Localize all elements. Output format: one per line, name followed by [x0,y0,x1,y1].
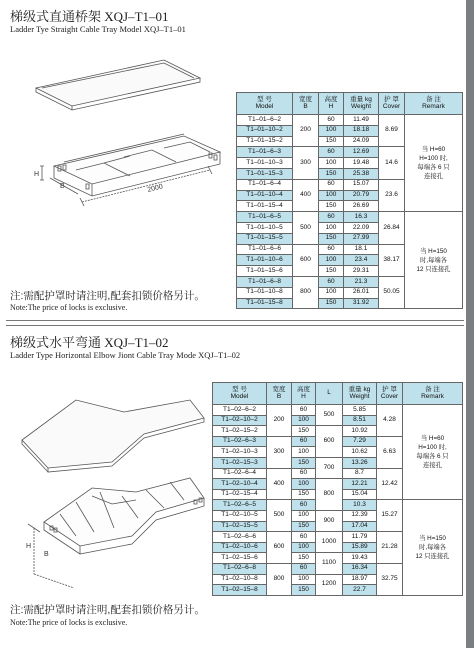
height-cell: 60 [319,147,344,158]
height-cell: 150 [319,168,344,179]
header-width: 宽度 B [293,93,319,115]
weight-cell: 5.85 [343,405,377,416]
weight-cell: 21.3 [344,276,379,287]
weight-cell: 17.04 [343,521,377,532]
model-cell: T1–02–6–5 [213,500,267,511]
weight-cell: 8.7 [343,468,377,479]
width-cell: 400 [293,179,319,211]
height-cell: 100 [292,542,316,553]
height-cell: 150 [319,298,344,309]
height-cell: 150 [292,521,316,532]
height-cell: 150 [292,585,316,596]
model-cell: T1–02–15–2 [213,426,267,437]
dim-h-label: H [34,171,40,178]
table-row [237,115,463,126]
model-cell: T1–01–10–4 [237,190,293,201]
remark-cell [403,405,463,500]
weight-cell: 23.4 [344,255,379,266]
width-cell: 400 [267,468,292,500]
weight-cell: 29.31 [344,266,379,277]
cover-cell: 32.75 [377,563,403,595]
model-cell: T1–01–10–3 [237,158,293,169]
weight-cell: 11.79 [343,532,377,543]
weight-cell: 25.38 [344,168,379,179]
height-cell: 60 [292,500,316,511]
model-cell: T1–02–6–2 [213,405,267,416]
panel-title-en: Ladder Tye Straight Cable Tray Model XQJ–T1–01 [10,24,186,34]
weight-cell: 31.92 [344,298,379,309]
cover-cell: 8.69 [379,115,405,147]
remark-line: 连接孔 [424,173,443,181]
header-height: 高度 H [292,383,316,405]
remark-line: 12 只连接孔 [415,553,450,561]
weight-cell: 10.92 [343,426,377,437]
remark-line: 当 H=150 [420,247,447,255]
model-cell: T1–02–10–2 [213,415,267,426]
height-cell: 60 [292,468,316,479]
header-model: 型 号 Model [213,383,267,405]
cover-cell: 14.6 [379,147,405,179]
weight-cell: 18.97 [343,574,377,585]
width-cell: 300 [267,436,292,468]
weight-cell: 7.29 [343,436,377,447]
straight-tray-drawing [14,48,242,238]
remark-line: H=100 时, [419,154,448,162]
height-cell: 150 [319,233,344,244]
remark-line: 每端各 6 只 [416,453,449,461]
model-cell: T1–02–6–4 [213,468,267,479]
height-cell: 60 [319,179,344,190]
weight-cell: 10.62 [343,447,377,458]
height-cell: 60 [292,405,316,416]
weight-cell: 19.43 [343,553,377,564]
cover-cell: 6.63 [377,436,403,468]
remark-cell [405,115,463,212]
height-cell: 100 [319,158,344,169]
model-cell: T1–02–6–3 [213,436,267,447]
model-cell: T1–01–15–8 [237,298,293,309]
model-cell: T1–02–10–5 [213,510,267,521]
panel-title-cn: 梯级式水平弯通 XQJ–T1–02 [10,335,169,350]
model-cell: T1–01–6–6 [237,244,293,255]
model-cell: T1–02–10–3 [213,447,267,458]
height-cell: 60 [319,115,344,126]
remark-line: 12 只连接孔 [416,265,451,273]
weight-cell: 12.21 [343,479,377,490]
height-cell: 100 [319,190,344,201]
height-cell: 60 [319,276,344,287]
remark-line: 当 H=60 [420,434,445,442]
cover-cell: 4.28 [377,405,403,437]
remark-line: 当 H=150 [419,534,446,542]
model-cell: T1–02–15–5 [213,521,267,532]
weight-cell: 15.89 [343,542,377,553]
header-width: 宽度 B [267,383,292,405]
panel-title-cn: 梯级式直通桥架 XQJ–T1–01 [10,9,169,24]
height-cell: 60 [292,532,316,543]
note-cn: 注:需配护罩时请注明,配套扣锁价格另计。 [10,290,205,302]
dim-b-label: B [60,183,65,190]
weight-cell: 26.69 [344,201,379,212]
model-cell: T1–02–10–8 [213,574,267,585]
header-weight: 重量 kg Weight [344,93,379,115]
height-cell: 100 [292,447,316,458]
height-cell: 150 [292,426,316,437]
height-cell: 150 [319,136,344,147]
model-cell: T1–01–6–5 [237,212,293,223]
remark-line: H=100 时, [418,444,447,452]
model-cell: T1–01–10–5 [237,222,293,233]
dim-h-label: H [26,543,32,550]
l-cell: 1200 [316,574,343,595]
model-cell: T1–01–10–6 [237,255,293,266]
note-en: Note:The price of locks is exclusive. [10,618,128,627]
remark-line: 每端各 6 只 [417,164,450,172]
height-cell: 60 [319,244,344,255]
remark-line: 时,每端各 [419,543,446,551]
model-cell: T1–02–15–6 [213,553,267,564]
weight-cell: 13.26 [343,457,377,468]
width-cell: 600 [293,244,319,276]
height-cell: 150 [319,266,344,277]
l-cell: 1100 [316,553,343,574]
table-row [213,405,463,416]
model-cell: T1–01–10–8 [237,287,293,298]
model-cell: T1–02–15–3 [213,457,267,468]
weight-cell: 20.79 [344,190,379,201]
header-cover: 护 罩 Cover [379,93,405,115]
remark-cell [405,212,463,309]
height-cell: 100 [319,125,344,136]
elbow-tray-panel [6,326,464,644]
remark-line: 当 H=60 [421,145,446,153]
model-cell: T1–01–15–4 [237,201,293,212]
note-cn: 注:需配护罩时请注明,配套扣锁价格另计。 [10,604,205,616]
weight-cell: 27.99 [344,233,379,244]
weight-cell: 26.01 [344,287,379,298]
model-cell: T1–02–15–4 [213,489,267,500]
height-cell: 100 [319,255,344,266]
model-cell: T1–01–6–4 [237,179,293,190]
straight-tray-panel [6,0,464,318]
height-cell: 150 [292,457,316,468]
width-cell: 300 [293,147,319,179]
model-cell: T1–02–10–6 [213,542,267,553]
header-weight: 重量 kg Weight [343,383,377,405]
note-en: Note:The price of locks is exclusive. [10,303,128,312]
height-cell: 60 [292,436,316,447]
header-remark: 备 注 Remark [405,93,463,115]
width-cell: 600 [267,532,292,564]
width-cell: 800 [293,276,319,308]
dim-b-label: B [44,551,49,558]
weight-cell: 22.09 [344,222,379,233]
weight-cell: 24.09 [344,136,379,147]
height-cell: 60 [292,563,316,574]
remark-cell [403,500,463,595]
height-cell: 100 [319,287,344,298]
height-cell: 100 [292,510,316,521]
weight-cell: 10.3 [343,500,377,511]
model-cell: T1–01–6–8 [237,276,293,287]
model-cell: T1–02–6–6 [213,532,267,543]
cover-cell: 12.42 [377,468,403,500]
width-cell: 200 [267,405,292,437]
l-cell: 800 [316,479,343,511]
cover-cell: 21.28 [377,532,403,564]
weight-cell: 12.39 [343,510,377,521]
table-row [237,212,463,223]
cover-cell: 38.17 [379,244,405,276]
height-cell: 100 [292,415,316,426]
weight-cell: 19.48 [344,158,379,169]
model-cell: T1–01–6–2 [237,115,293,126]
weight-cell: 18.18 [344,125,379,136]
model-cell: T1–01–6–3 [237,147,293,158]
l-cell: 500 [316,405,343,426]
height-cell: 60 [319,212,344,223]
model-cell: T1–01–15–2 [237,136,293,147]
width-cell: 500 [267,500,292,532]
cover-cell: 26.84 [379,212,405,244]
model-cell: T1–01–15–6 [237,266,293,277]
weight-cell: 15.07 [344,179,379,190]
height-cell: 150 [292,489,316,500]
width-cell: 500 [293,212,319,244]
width-cell: 200 [293,115,319,147]
height-cell: 100 [292,574,316,585]
model-cell: T1–01–15–3 [237,168,293,179]
height-cell: 150 [319,201,344,212]
header-height: 高度 H [319,93,344,115]
model-cell: T1–02–6–8 [213,563,267,574]
header-cover: 护 罩 Cover [377,383,403,405]
cover-cell: 15.27 [377,500,403,532]
model-cell: T1–02–15–8 [213,585,267,596]
remark-line: 连接孔 [423,462,442,470]
height-cell: 100 [292,479,316,490]
l-cell: 700 [316,457,343,478]
header-model: 型 号 Model [237,93,293,115]
l-cell: 600 [316,426,343,458]
panel-title-en: Ladder Type Horizontal Elbow Jiont Cable Tray Mode XQJ–T1–02 [10,350,241,360]
weight-cell: 12.69 [344,147,379,158]
elbow-tray-spec-table [212,382,463,596]
height-cell: 100 [319,222,344,233]
weight-cell: 22.7 [343,585,377,596]
weight-cell: 16.3 [344,212,379,223]
width-cell: 800 [267,563,292,595]
weight-cell: 15.04 [343,489,377,500]
l-cell: 900 [316,510,343,531]
weight-cell: 18.1 [344,244,379,255]
header-remark: 备 注 Remark [403,383,463,405]
remark-line: 时,每端各 [420,256,447,264]
l-cell: 1000 [316,532,343,553]
cover-cell: 50.05 [379,276,405,308]
weight-cell: 16.34 [343,563,377,574]
cover-cell: 23.6 [379,179,405,211]
page-edge [466,0,474,648]
model-cell: T1–01–15–5 [237,233,293,244]
height-cell: 150 [292,553,316,564]
model-cell: T1–02–10–4 [213,479,267,490]
dim-length-label: 2000 [146,183,164,194]
straight-tray-spec-table [236,92,463,309]
elbow-tray-drawing [14,378,224,588]
weight-cell: 8.51 [343,415,377,426]
weight-cell: 11.49 [344,115,379,126]
header-l: L [316,383,343,405]
model-cell: T1–01–10–2 [237,125,293,136]
